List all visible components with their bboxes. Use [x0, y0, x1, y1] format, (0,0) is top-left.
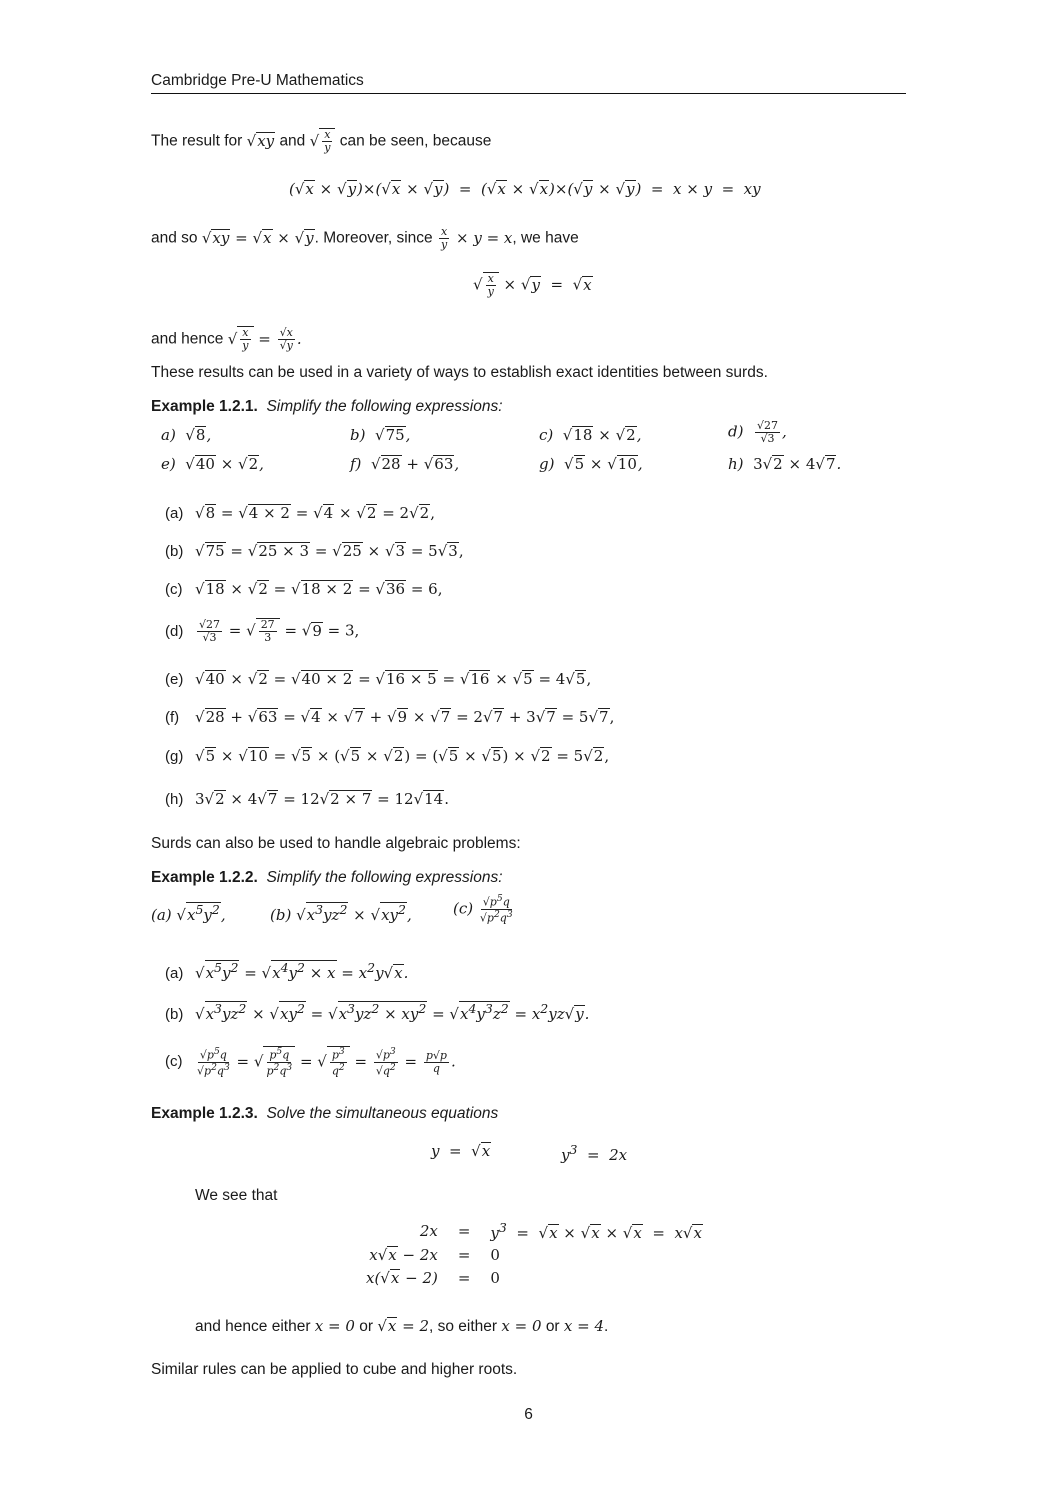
and-hence-line: and hence √ $\frac{x}{y}$ = $\frac{√x}{√y}$ . [151, 326, 302, 353]
similar-rules-paragraph: Similar rules can be applied to cube and higher roots. [151, 1361, 518, 1378]
display-equation-1: (√x × √y)×(√x × √y) = (√x × √x)×(√y × √y) = x × y = xy [289, 180, 761, 198]
ex2-item-b: (b) $√x^3yz^2 \times √xy^2$, [270, 902, 412, 924]
ex2-item-c: (c) $\frac{√p^5q}{√p^2q^3}$ [453, 893, 513, 925]
ex2-solution-c: (c) $\frac{√p^5q}{√p^2q^3}$ = √ $\frac{p^5q}{p^2q^3}$ = √ $\frac{p^3}{q^2}$ = $\frac{√p^3}{√q^2}$ = $\frac{p√p}{q}$ . [165, 1046, 456, 1078]
intro-line: The result for √xy and √ $\frac{x}{y}$ can be seen, because [151, 128, 492, 155]
simultaneous-eq-1: y = √x [431, 1142, 491, 1160]
document-page [151, 0, 906, 1497]
ex1-item-c: c) √18 × √2, [539, 426, 642, 444]
these-results-paragraph: These results can be used in a variety of ways to establish exact identities between surds. [151, 364, 768, 381]
example-1-2-3-heading: Example 1.2.3. Solve the simultaneous equations [151, 1105, 499, 1122]
and-so-line: and so √xy = √x × √y. Moreover, since $\frac{x}{y}$ × y = x, we have [151, 225, 579, 252]
ex1-solution-h: (h) 3√2 × 4√7 = 12√2 × 7 = 12√14. [165, 790, 449, 808]
ex1-solution-f: (f) √28 + √63 = √4 × √7 + √9 × √7 = 2√7 + 3√7 = 5√7, [165, 708, 615, 726]
ex1-solution-b: (b) √75 = √25 × 3 = √25 × √3 = 5√3, [165, 542, 464, 560]
surds-algebraic-paragraph: Surds can also be used to handle algebraic problems: [151, 835, 521, 852]
page-number: 6 [524, 1406, 533, 1423]
ex1-solution-g: (g) √5 × √10 = √5 × (√5 × √2) = (√5 × √5) × √2 = 5√2, [165, 747, 610, 765]
ex1-item-b: b) √75, [350, 426, 411, 444]
ex1-solution-a: (a) √8 = √4 × 2 = √4 × √2 = 2√2, [165, 504, 435, 522]
ex1-item-f: f) √28 + √63, [350, 455, 460, 473]
ex1-item-h: h) 3√2 × 4√7. [728, 455, 842, 473]
aligned-equations: 2x = $y^3 = √x \times √x \times √x = x√x$ x√x − 2x = 0 x(√x − 2) = 0 [366, 1220, 702, 1287]
display-equation-2: √ $\frac{x}{y}$ × √y = √x [473, 272, 592, 299]
ex1-solution-d: (d) $\frac{√27}{√3}$ = √ $\frac{27}{3}$ = √9 = 3, [165, 618, 360, 645]
ex2-solution-a: (a) $√x^5y^2 = √x^4y^2 \times x = x^2y√x$. [165, 960, 409, 982]
ex1-solution-c: (c) √18 × √2 = √18 × 2 = √36 = 6, [165, 580, 443, 598]
ex1-item-e: e) √40 × √2, [161, 455, 264, 473]
ex1-item-g: g) √5 × √10, [539, 455, 643, 473]
simultaneous-eq-2: $y^3 = 2x$ [561, 1142, 628, 1164]
ex1-solution-e: (e) √40 × √2 = √40 × 2 = √16 × 5 = √16 × √5 = 4√5, [165, 670, 592, 688]
ex2-item-a: (a) $√x^5y^2$, [151, 902, 226, 924]
we-see-that: We see that [195, 1187, 278, 1204]
ex1-item-d: d) $\frac{√27}{√3}$ , [728, 419, 787, 446]
example-1-2-1-heading: Example 1.2.1. Simplify the following expressions: [151, 398, 503, 415]
ex2-solution-b: (b) $√x^3yz^2 \times √xy^2 = √x^3yz^2 \times xy^2 = √x^4y^3z^2 = x^2yz√y$. [165, 1001, 590, 1023]
running-header: Cambridge Pre-U Mathematics [151, 72, 906, 94]
ex1-item-a: a) √8, [161, 426, 212, 444]
hence-either-line: and hence either x = 0 or √x = 2, so either x = 0 or x = 4. [195, 1317, 609, 1335]
example-1-2-2-heading: Example 1.2.2. Simplify the following expressions: [151, 869, 503, 886]
